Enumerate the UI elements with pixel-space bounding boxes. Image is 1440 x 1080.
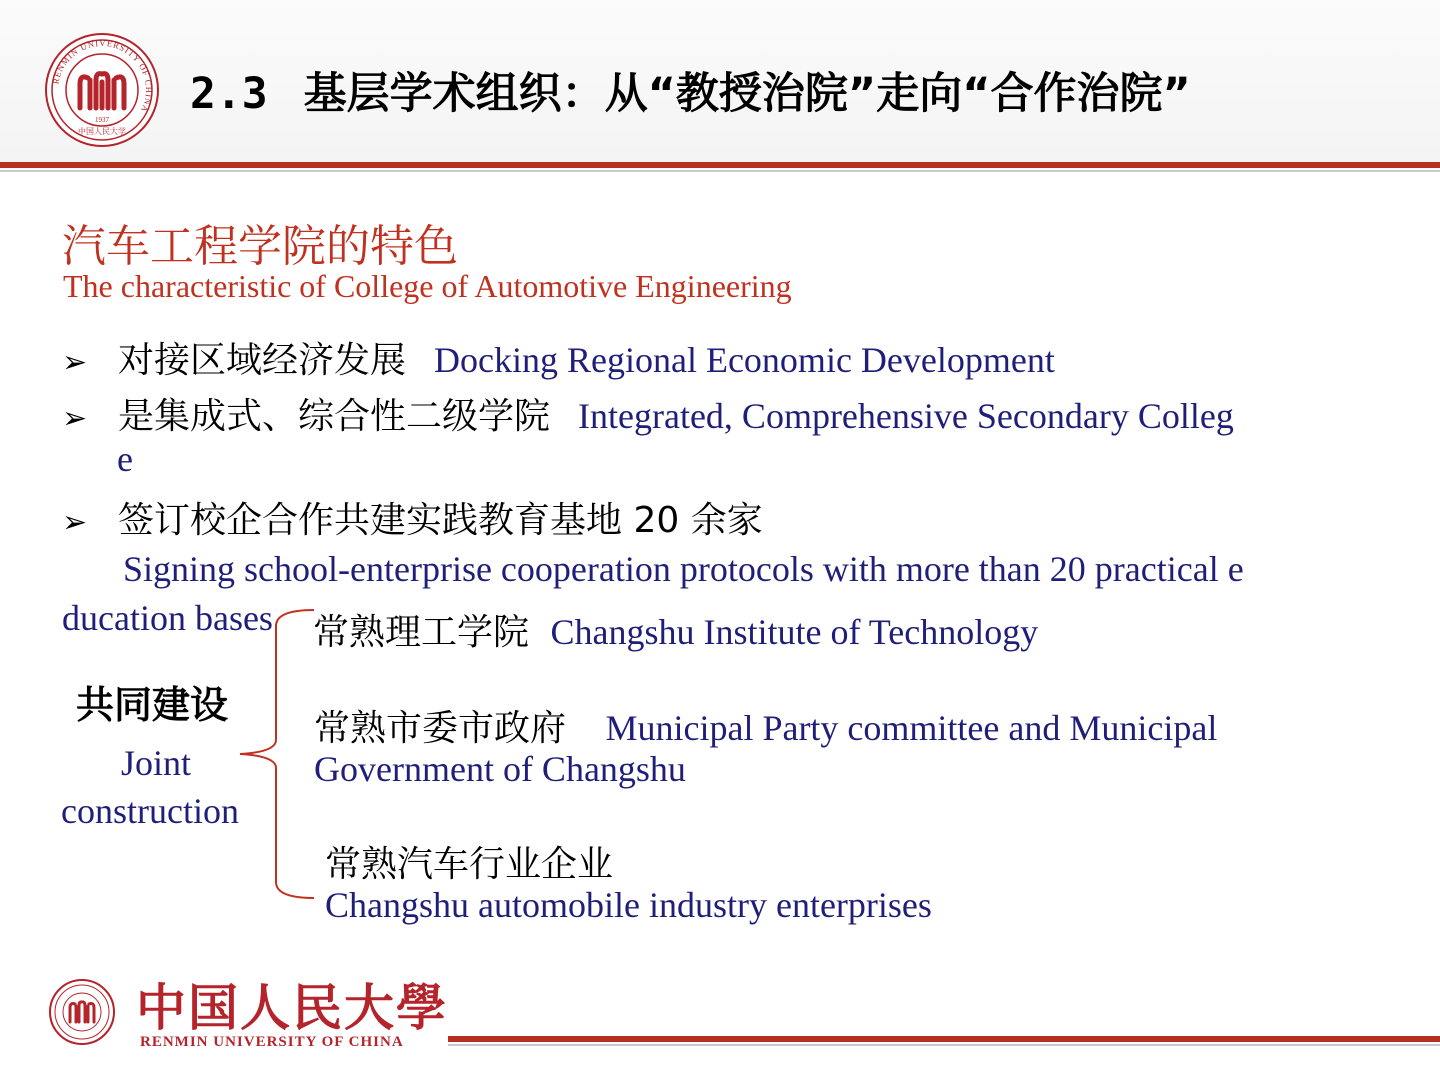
- title-text: 基层学术组织：从“教授治院”走向“合作治院”: [303, 69, 1191, 119]
- svg-text:1937: 1937: [95, 116, 109, 124]
- partner-item-continuation: Government of Changshu: [314, 749, 686, 789]
- signing-text-line1: Signing school-enterprise cooperation protocols with more than 20 practical e: [123, 549, 1244, 589]
- partner-item: 常熟市委市政府 Municipal Party committee and Municipal: [314, 708, 1218, 749]
- arrow-bullet-icon: ➢: [62, 401, 88, 436]
- partner-item: 常熟汽车行业企业: [325, 844, 614, 885]
- joint-construction-en-line2: construction: [61, 791, 239, 831]
- section-title-cn: 汽车工程学院的特色: [62, 221, 458, 272]
- header-divider-thin: [0, 170, 1440, 172]
- section-number: 2.3: [190, 69, 268, 119]
- bullet-continuation: e: [117, 439, 133, 479]
- arrow-bullet-icon: ➢: [62, 345, 88, 380]
- bullet-item: ➢ 是集成式、综合性二级学院 Integrated, Comprehensive Secondary Colleg: [62, 396, 1234, 437]
- partner-item-continuation: Changshu automobile industry enterprises: [325, 885, 932, 925]
- footer-divider-thin: [448, 1044, 1440, 1046]
- section-title-en: The characteristic of College of Automotive Engineering: [63, 268, 792, 304]
- svg-text:中国人民大学: 中国人民大学: [78, 127, 126, 136]
- footer-university-name-en: RENMIN UNIVERSITY OF CHINA: [140, 1034, 404, 1050]
- joint-construction-en-line1: Joint: [121, 743, 192, 783]
- signing-text-line2: ducation bases: [62, 598, 273, 638]
- curly-brace-icon: [236, 604, 320, 904]
- university-seal-icon: [48, 978, 116, 1046]
- footer-divider: [448, 1036, 1440, 1042]
- partner-item: 常熟理工学院 Changshu Institute of Technology: [313, 612, 1039, 653]
- arrow-bullet-icon: ➢: [62, 505, 88, 540]
- joint-construction-cn: 共同建设: [76, 683, 229, 727]
- footer-university-name-cn: 中国人民大學: [136, 978, 448, 1037]
- university-seal-icon: [44, 32, 160, 148]
- bullet-item: ➢ 对接区域经济发展 Docking Regional Economic Development: [62, 340, 1055, 381]
- bullet-item: ➢ 签订校企合作共建实践教育基地 20 余家: [62, 500, 763, 541]
- svg-text:RENMIN UNIVERSITY OF CHINA: RENMIN UNIVERSITY OF CHINA: [50, 37, 155, 115]
- header-divider: [0, 162, 1440, 168]
- page-title: [190, 60, 1191, 121]
